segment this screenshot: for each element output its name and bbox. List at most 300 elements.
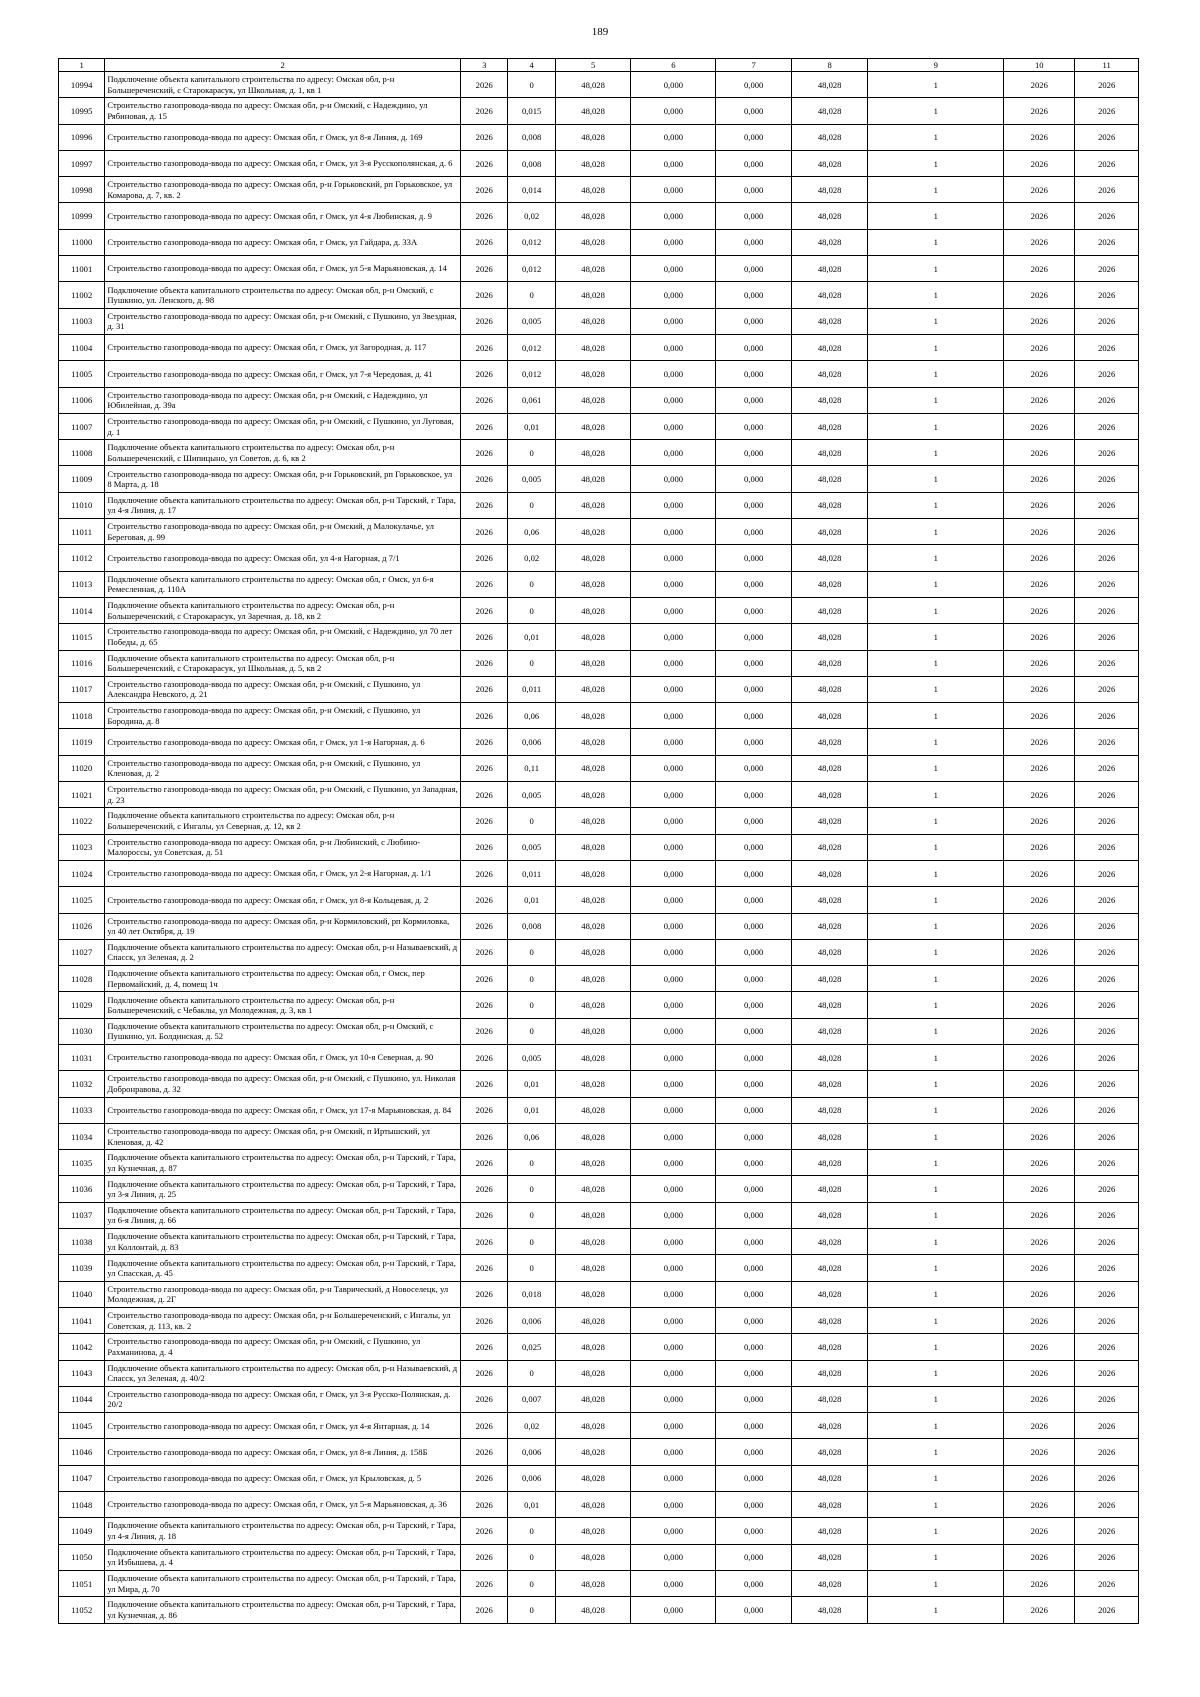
table-cell-col-7: 0,000 (716, 782, 791, 808)
table-cell-col-6: 0,000 (631, 1071, 716, 1097)
table-cell-col-1: 11027 (59, 939, 105, 965)
table-cell-col-7: 0,000 (716, 1597, 791, 1623)
table-cell-col-1: 11049 (59, 1518, 105, 1544)
table-row (59, 913, 1139, 939)
table-cell-col-10: 2026 (1004, 361, 1075, 387)
table-cell-col-8: 48,028 (791, 939, 868, 965)
table-cell-col-6: 0,000 (631, 440, 716, 466)
table-row (59, 387, 1139, 413)
table-cell-col-5: 48,028 (555, 1176, 630, 1202)
table-row (59, 308, 1139, 334)
table-cell-col-1: 11008 (59, 440, 105, 466)
table-cell-col-6: 0,000 (631, 256, 716, 282)
table-cell-col-10: 2026 (1004, 1176, 1075, 1202)
table-cell-col-10: 2026 (1004, 1413, 1075, 1439)
table-cell-col-10: 2026 (1004, 256, 1075, 282)
table-cell-col-11: 2026 (1075, 1071, 1139, 1097)
table-cell-col-3: 2026 (461, 1229, 508, 1255)
table-cell-col-2: Строительство газопровода-ввода по адресу: Омская обл, г Омск, ул 3-я Русскополянская, д. 6 (105, 150, 461, 176)
table-cell-col-6: 0,000 (631, 1018, 716, 1044)
table-cell-col-11: 2026 (1075, 834, 1139, 860)
table-cell-col-10: 2026 (1004, 729, 1075, 755)
column-header-3: 3 (461, 59, 508, 72)
table-cell-col-10: 2026 (1004, 440, 1075, 466)
table-row (59, 887, 1139, 913)
table-cell-col-9: 1 (868, 729, 1004, 755)
table-cell-col-5: 48,028 (555, 282, 630, 308)
table-cell-col-10: 2026 (1004, 124, 1075, 150)
table-body (59, 72, 1139, 1624)
table-cell-col-5: 48,028 (555, 992, 630, 1018)
table-row (59, 1334, 1139, 1360)
table-cell-col-3: 2026 (461, 282, 508, 308)
table-cell-col-2: Строительство газопровода-ввода по адресу: Омская обл, р-н Омский, с Надеждино, ул Юбилейная, д. 39а (105, 387, 461, 413)
table-cell-col-6: 0,000 (631, 703, 716, 729)
table-cell-col-2: Строительство газопровода-ввода по адресу: Омская обл, р-н Омский, с Пушкино, ул. Николая Добронравова, д. 32 (105, 1071, 461, 1097)
table-row (59, 624, 1139, 650)
table-cell-col-11: 2026 (1075, 72, 1139, 98)
table-cell-col-4: 0 (508, 1018, 555, 1044)
table-cell-col-4: 0,007 (508, 1386, 555, 1412)
table-cell-col-9: 1 (868, 413, 1004, 439)
table-cell-col-8: 48,028 (791, 1413, 868, 1439)
table-cell-col-5: 48,028 (555, 466, 630, 492)
table-cell-col-1: 11052 (59, 1597, 105, 1623)
table-cell-col-4: 0 (508, 1570, 555, 1596)
table-cell-col-8: 48,028 (791, 1229, 868, 1255)
table-cell-col-11: 2026 (1075, 992, 1139, 1018)
table-cell-col-11: 2026 (1075, 913, 1139, 939)
table-cell-col-1: 11015 (59, 624, 105, 650)
table-cell-col-9: 1 (868, 466, 1004, 492)
table-cell-col-8: 48,028 (791, 887, 868, 913)
table-cell-col-2: Подключение объекта капитального строительства по адресу: Омская обл, р-н Большереченский, с Старокарасук, ул Заречная, д. 18, кв 2 (105, 597, 461, 623)
table-row (59, 1176, 1139, 1202)
table-cell-col-5: 48,028 (555, 1413, 630, 1439)
table-cell-col-2: Строительство газопровода-ввода по адресу: Омская обл, р-н Омский, с Пушкино, ул Бородина, д. 8 (105, 703, 461, 729)
table-cell-col-8: 48,028 (791, 1150, 868, 1176)
table-cell-col-6: 0,000 (631, 1307, 716, 1333)
table-cell-col-11: 2026 (1075, 387, 1139, 413)
table-cell-col-8: 48,028 (791, 676, 868, 702)
table-cell-col-5: 48,028 (555, 1492, 630, 1518)
table-cell-col-3: 2026 (461, 124, 508, 150)
table-cell-col-11: 2026 (1075, 308, 1139, 334)
table-cell-col-1: 11013 (59, 571, 105, 597)
table-cell-col-8: 48,028 (791, 1018, 868, 1044)
table-cell-col-1: 10996 (59, 124, 105, 150)
table-cell-col-6: 0,000 (631, 834, 716, 860)
table-cell-col-7: 0,000 (716, 1334, 791, 1360)
table-cell-col-9: 1 (868, 308, 1004, 334)
table-cell-col-1: 11001 (59, 256, 105, 282)
table-cell-col-11: 2026 (1075, 703, 1139, 729)
table-cell-col-6: 0,000 (631, 177, 716, 203)
table-cell-col-4: 0 (508, 492, 555, 518)
table-cell-col-6: 0,000 (631, 1334, 716, 1360)
table-cell-col-4: 0 (508, 1544, 555, 1570)
table-cell-col-9: 1 (868, 755, 1004, 781)
table-cell-col-5: 48,028 (555, 887, 630, 913)
table-cell-col-2: Строительство газопровода-ввода по адресу: Омская обл, г Омск, ул Загородная, д. 117 (105, 334, 461, 360)
table-row (59, 1229, 1139, 1255)
table-cell-col-7: 0,000 (716, 755, 791, 781)
table-row (59, 1071, 1139, 1097)
table-cell-col-2: Строительство газопровода-ввода по адресу: Омская обл, г Омск, ул 8-я Линия, д. 169 (105, 124, 461, 150)
table-cell-col-4: 0,006 (508, 1465, 555, 1491)
table-cell-col-9: 1 (868, 282, 1004, 308)
table-cell-col-1: 11024 (59, 860, 105, 886)
table-cell-col-6: 0,000 (631, 1097, 716, 1123)
table-cell-col-10: 2026 (1004, 519, 1075, 545)
table-row (59, 256, 1139, 282)
table-cell-col-9: 1 (868, 229, 1004, 255)
table-cell-col-8: 48,028 (791, 1255, 868, 1281)
table-cell-col-6: 0,000 (631, 466, 716, 492)
table-cell-col-7: 0,000 (716, 387, 791, 413)
table-cell-col-11: 2026 (1075, 545, 1139, 571)
table-cell-col-4: 0,01 (508, 887, 555, 913)
table-cell-col-7: 0,000 (716, 1229, 791, 1255)
table-cell-col-4: 0,015 (508, 98, 555, 124)
table-cell-col-5: 48,028 (555, 571, 630, 597)
table-cell-col-8: 48,028 (791, 1492, 868, 1518)
table-cell-col-1: 11041 (59, 1307, 105, 1333)
table-cell-col-4: 0,005 (508, 308, 555, 334)
page-number: 189 (591, 26, 609, 38)
table-cell-col-6: 0,000 (631, 203, 716, 229)
table-cell-col-11: 2026 (1075, 203, 1139, 229)
table-cell-col-1: 11051 (59, 1570, 105, 1596)
table-cell-col-5: 48,028 (555, 1334, 630, 1360)
table-cell-col-7: 0,000 (716, 1044, 791, 1070)
table-cell-col-7: 0,000 (716, 1097, 791, 1123)
table-cell-col-5: 48,028 (555, 177, 630, 203)
table-cell-col-3: 2026 (461, 913, 508, 939)
table-cell-col-1: 11016 (59, 650, 105, 676)
table-cell-col-6: 0,000 (631, 1544, 716, 1570)
table-cell-col-11: 2026 (1075, 1597, 1139, 1623)
table-cell-col-3: 2026 (461, 939, 508, 965)
table-cell-col-2: Строительство газопровода-ввода по адресу: Омская обл, г Омск, ул 5-я Марьяновская, д. 14 (105, 256, 461, 282)
table-cell-col-11: 2026 (1075, 1202, 1139, 1228)
table-cell-col-4: 0 (508, 1360, 555, 1386)
table-cell-col-1: 11003 (59, 308, 105, 334)
table-cell-col-6: 0,000 (631, 1202, 716, 1228)
table-cell-col-3: 2026 (461, 1044, 508, 1070)
table-cell-col-3: 2026 (461, 1202, 508, 1228)
table-cell-col-2: Строительство газопровода-ввода по адресу: Омская обл, р-н Омский, п Иртышский, ул Кленовая, д. 42 (105, 1123, 461, 1149)
table-cell-col-10: 2026 (1004, 676, 1075, 702)
table-cell-col-4: 0 (508, 1229, 555, 1255)
table-cell-col-11: 2026 (1075, 1255, 1139, 1281)
table-cell-col-11: 2026 (1075, 650, 1139, 676)
table-cell-col-4: 0,006 (508, 729, 555, 755)
table-cell-col-3: 2026 (461, 729, 508, 755)
column-header-2: 2 (105, 59, 461, 72)
table-cell-col-1: 11026 (59, 913, 105, 939)
table-cell-col-3: 2026 (461, 1518, 508, 1544)
table-cell-col-11: 2026 (1075, 782, 1139, 808)
table-cell-col-6: 0,000 (631, 1281, 716, 1307)
table-cell-col-10: 2026 (1004, 992, 1075, 1018)
table-cell-col-7: 0,000 (716, 1465, 791, 1491)
table-cell-col-10: 2026 (1004, 913, 1075, 939)
table-cell-col-3: 2026 (461, 703, 508, 729)
table-cell-col-5: 48,028 (555, 229, 630, 255)
table-cell-col-9: 1 (868, 1465, 1004, 1491)
table-cell-col-8: 48,028 (791, 1544, 868, 1570)
table-cell-col-5: 48,028 (555, 1044, 630, 1070)
table-row (59, 124, 1139, 150)
table-row (59, 597, 1139, 623)
table-cell-col-1: 11036 (59, 1176, 105, 1202)
column-header-9: 9 (868, 59, 1004, 72)
table-cell-col-9: 1 (868, 177, 1004, 203)
table-cell-col-2: Подключение объекта капитального строительства по адресу: Омская обл, р-н Омский, с Пушкино, ул. Ленского, д. 98 (105, 282, 461, 308)
table-cell-col-8: 48,028 (791, 808, 868, 834)
table-cell-col-5: 48,028 (555, 545, 630, 571)
table-cell-col-6: 0,000 (631, 545, 716, 571)
table-cell-col-3: 2026 (461, 440, 508, 466)
table-cell-col-6: 0,000 (631, 597, 716, 623)
table-cell-col-4: 0 (508, 1597, 555, 1623)
table-cell-col-4: 0,02 (508, 1413, 555, 1439)
table-cell-col-9: 1 (868, 808, 1004, 834)
table-cell-col-6: 0,000 (631, 1492, 716, 1518)
table-cell-col-8: 48,028 (791, 282, 868, 308)
column-header-11: 11 (1075, 59, 1139, 72)
table-cell-col-10: 2026 (1004, 1044, 1075, 1070)
table-cell-col-3: 2026 (461, 624, 508, 650)
table-cell-col-10: 2026 (1004, 1255, 1075, 1281)
table-cell-col-5: 48,028 (555, 387, 630, 413)
table-cell-col-6: 0,000 (631, 387, 716, 413)
table-cell-col-7: 0,000 (716, 1360, 791, 1386)
table-row (59, 361, 1139, 387)
table-cell-col-3: 2026 (461, 1176, 508, 1202)
table-cell-col-9: 1 (868, 203, 1004, 229)
table-cell-col-11: 2026 (1075, 150, 1139, 176)
table-cell-col-8: 48,028 (791, 545, 868, 571)
table-cell-col-6: 0,000 (631, 492, 716, 518)
table-cell-col-6: 0,000 (631, 887, 716, 913)
table-cell-col-8: 48,028 (791, 124, 868, 150)
table-cell-col-5: 48,028 (555, 860, 630, 886)
table-cell-col-4: 0,06 (508, 519, 555, 545)
table-cell-col-6: 0,000 (631, 1570, 716, 1596)
table-cell-col-11: 2026 (1075, 1413, 1139, 1439)
table-cell-col-1: 11037 (59, 1202, 105, 1228)
table-row (59, 545, 1139, 571)
table-cell-col-2: Подключение объекта капитального строительства по адресу: Омская обл, г Омск, пер Первомайский, д. 4, помещ 1ч (105, 966, 461, 992)
table-cell-col-3: 2026 (461, 150, 508, 176)
table-cell-col-11: 2026 (1075, 887, 1139, 913)
table-cell-col-11: 2026 (1075, 1097, 1139, 1123)
table-cell-col-11: 2026 (1075, 361, 1139, 387)
table-cell-col-11: 2026 (1075, 466, 1139, 492)
table-cell-col-8: 48,028 (791, 519, 868, 545)
table-cell-col-10: 2026 (1004, 860, 1075, 886)
column-header-6: 6 (631, 59, 716, 72)
table-cell-col-2: Строительство газопровода-ввода по адресу: Омская обл, г Омск, ул 17-я Марьяновская, д. 84 (105, 1097, 461, 1123)
table-cell-col-2: Подключение объекта капитального строительства по адресу: Омская обл, р-н Тарский, г Тара, ул Мира, д. 70 (105, 1570, 461, 1596)
table-cell-col-2: Строительство газопровода-ввода по адресу: Омская обл, г Омск, ул Гайдара, д. 33А (105, 229, 461, 255)
table-cell-col-5: 48,028 (555, 1150, 630, 1176)
table-cell-col-2: Строительство газопровода-ввода по адресу: Омская обл, г Омск, ул 4-я Янтарная, д. 14 (105, 1413, 461, 1439)
table-cell-col-9: 1 (868, 1044, 1004, 1070)
table-cell-col-10: 2026 (1004, 1307, 1075, 1333)
table-cell-col-3: 2026 (461, 860, 508, 886)
table-row (59, 1360, 1139, 1386)
table-cell-col-9: 1 (868, 1307, 1004, 1333)
table-cell-col-1: 11031 (59, 1044, 105, 1070)
table-cell-col-5: 48,028 (555, 1570, 630, 1596)
table-cell-col-11: 2026 (1075, 1334, 1139, 1360)
table-cell-col-6: 0,000 (631, 1360, 716, 1386)
table-cell-col-9: 1 (868, 676, 1004, 702)
table-cell-col-3: 2026 (461, 1360, 508, 1386)
table-cell-col-5: 48,028 (555, 1307, 630, 1333)
table-cell-col-7: 0,000 (716, 650, 791, 676)
table-cell-col-5: 48,028 (555, 1097, 630, 1123)
table-row (59, 1492, 1139, 1518)
table-cell-col-2: Подключение объекта капитального строительства по адресу: Омская обл, р-н Большереченский, с Старокарасук, ул Школьная, д. 5, кв 2 (105, 650, 461, 676)
table-row (59, 1544, 1139, 1570)
table-cell-col-1: 11007 (59, 413, 105, 439)
table-cell-col-8: 48,028 (791, 229, 868, 255)
table-cell-col-4: 0 (508, 1202, 555, 1228)
table-cell-col-5: 48,028 (555, 492, 630, 518)
table-cell-col-3: 2026 (461, 334, 508, 360)
table-cell-col-9: 1 (868, 361, 1004, 387)
table-row (59, 939, 1139, 965)
table-cell-col-1: 11000 (59, 229, 105, 255)
table-cell-col-8: 48,028 (791, 361, 868, 387)
table-cell-col-8: 48,028 (791, 1281, 868, 1307)
table-row (59, 466, 1139, 492)
table-cell-col-1: 11011 (59, 519, 105, 545)
table-cell-col-1: 11006 (59, 387, 105, 413)
table-cell-col-7: 0,000 (716, 597, 791, 623)
table-cell-col-9: 1 (868, 1597, 1004, 1623)
table-cell-col-1: 11005 (59, 361, 105, 387)
table-cell-col-2: Подключение объекта капитального строительства по адресу: Омская обл, р-н Тарский, г Тара, ул Кузнечная, д. 86 (105, 1597, 461, 1623)
table-cell-col-9: 1 (868, 1360, 1004, 1386)
table-cell-col-10: 2026 (1004, 308, 1075, 334)
table-cell-col-3: 2026 (461, 782, 508, 808)
table-cell-col-11: 2026 (1075, 1307, 1139, 1333)
table-row (59, 1570, 1139, 1596)
table-cell-col-2: Строительство газопровода-ввода по адресу: Омская обл, р-н Горьковский, рп Горьковское, ул 8 Марта, д. 18 (105, 466, 461, 492)
table-cell-col-2: Подключение объекта капитального строительства по адресу: Омская обл, р-н Называевский, д Спасск, ул Зеленая, д. 2 (105, 939, 461, 965)
table-cell-col-10: 2026 (1004, 939, 1075, 965)
table-cell-col-4: 0,014 (508, 177, 555, 203)
table-row (59, 1465, 1139, 1491)
table-cell-col-4: 0 (508, 1150, 555, 1176)
table-cell-col-9: 1 (868, 992, 1004, 1018)
table-cell-col-8: 48,028 (791, 834, 868, 860)
table-cell-col-5: 48,028 (555, 1018, 630, 1044)
table-row (59, 992, 1139, 1018)
table-cell-col-4: 0 (508, 939, 555, 965)
table-cell-col-8: 48,028 (791, 729, 868, 755)
table-cell-col-5: 48,028 (555, 256, 630, 282)
table-cell-col-2: Подключение объекта капитального строительства по адресу: Омская обл, р-н Тарский, г Тара, ул 4-я Линия, д. 18 (105, 1518, 461, 1544)
table-row (59, 860, 1139, 886)
table-cell-col-8: 48,028 (791, 440, 868, 466)
table-cell-col-7: 0,000 (716, 492, 791, 518)
table-cell-col-10: 2026 (1004, 1439, 1075, 1465)
table-row (59, 1518, 1139, 1544)
table-cell-col-8: 48,028 (791, 1386, 868, 1412)
table-cell-col-4: 0,011 (508, 676, 555, 702)
table-cell-col-11: 2026 (1075, 124, 1139, 150)
table-row (59, 98, 1139, 124)
table-cell-col-5: 48,028 (555, 729, 630, 755)
table-cell-col-10: 2026 (1004, 177, 1075, 203)
table-row (59, 1123, 1139, 1149)
table-cell-col-6: 0,000 (631, 992, 716, 1018)
table-cell-col-8: 48,028 (791, 782, 868, 808)
table-cell-col-4: 0,006 (508, 1307, 555, 1333)
table-cell-col-5: 48,028 (555, 1386, 630, 1412)
table-cell-col-8: 48,028 (791, 150, 868, 176)
table-cell-col-6: 0,000 (631, 72, 716, 98)
table-cell-col-8: 48,028 (791, 203, 868, 229)
table-cell-col-10: 2026 (1004, 1202, 1075, 1228)
table-row (59, 177, 1139, 203)
table-cell-col-6: 0,000 (631, 1386, 716, 1412)
table-cell-col-9: 1 (868, 492, 1004, 518)
table-cell-col-7: 0,000 (716, 1544, 791, 1570)
table-row (59, 203, 1139, 229)
table-cell-col-4: 0 (508, 1518, 555, 1544)
table-cell-col-10: 2026 (1004, 98, 1075, 124)
table-cell-col-7: 0,000 (716, 703, 791, 729)
table-cell-col-10: 2026 (1004, 229, 1075, 255)
table-cell-col-3: 2026 (461, 413, 508, 439)
table-cell-col-6: 0,000 (631, 729, 716, 755)
column-header-7: 7 (716, 59, 791, 72)
table-cell-col-10: 2026 (1004, 1123, 1075, 1149)
column-header-4: 4 (508, 59, 555, 72)
table-cell-col-7: 0,000 (716, 229, 791, 255)
table-cell-col-7: 0,000 (716, 808, 791, 834)
table-row (59, 1439, 1139, 1465)
table-cell-col-4: 0 (508, 1176, 555, 1202)
table-cell-col-9: 1 (868, 334, 1004, 360)
table-cell-col-10: 2026 (1004, 1071, 1075, 1097)
table-cell-col-3: 2026 (461, 571, 508, 597)
table-cell-col-4: 0,02 (508, 545, 555, 571)
table-cell-col-10: 2026 (1004, 782, 1075, 808)
table-cell-col-9: 1 (868, 1334, 1004, 1360)
table-cell-col-5: 48,028 (555, 72, 630, 98)
table-cell-col-8: 48,028 (791, 1597, 868, 1623)
table-cell-col-4: 0,01 (508, 1071, 555, 1097)
table-cell-col-7: 0,000 (716, 1071, 791, 1097)
table-cell-col-1: 11029 (59, 992, 105, 1018)
table-cell-col-10: 2026 (1004, 1097, 1075, 1123)
table-cell-col-4: 0,012 (508, 229, 555, 255)
table-cell-col-10: 2026 (1004, 755, 1075, 781)
table-cell-col-7: 0,000 (716, 98, 791, 124)
table-cell-col-3: 2026 (461, 1150, 508, 1176)
table-cell-col-2: Подключение объекта капитального строительства по адресу: Омская обл, р-н Тарский, г Тара, ул Коллонтай, д. 83 (105, 1229, 461, 1255)
table-cell-col-5: 48,028 (555, 1202, 630, 1228)
table-cell-col-3: 2026 (461, 992, 508, 1018)
